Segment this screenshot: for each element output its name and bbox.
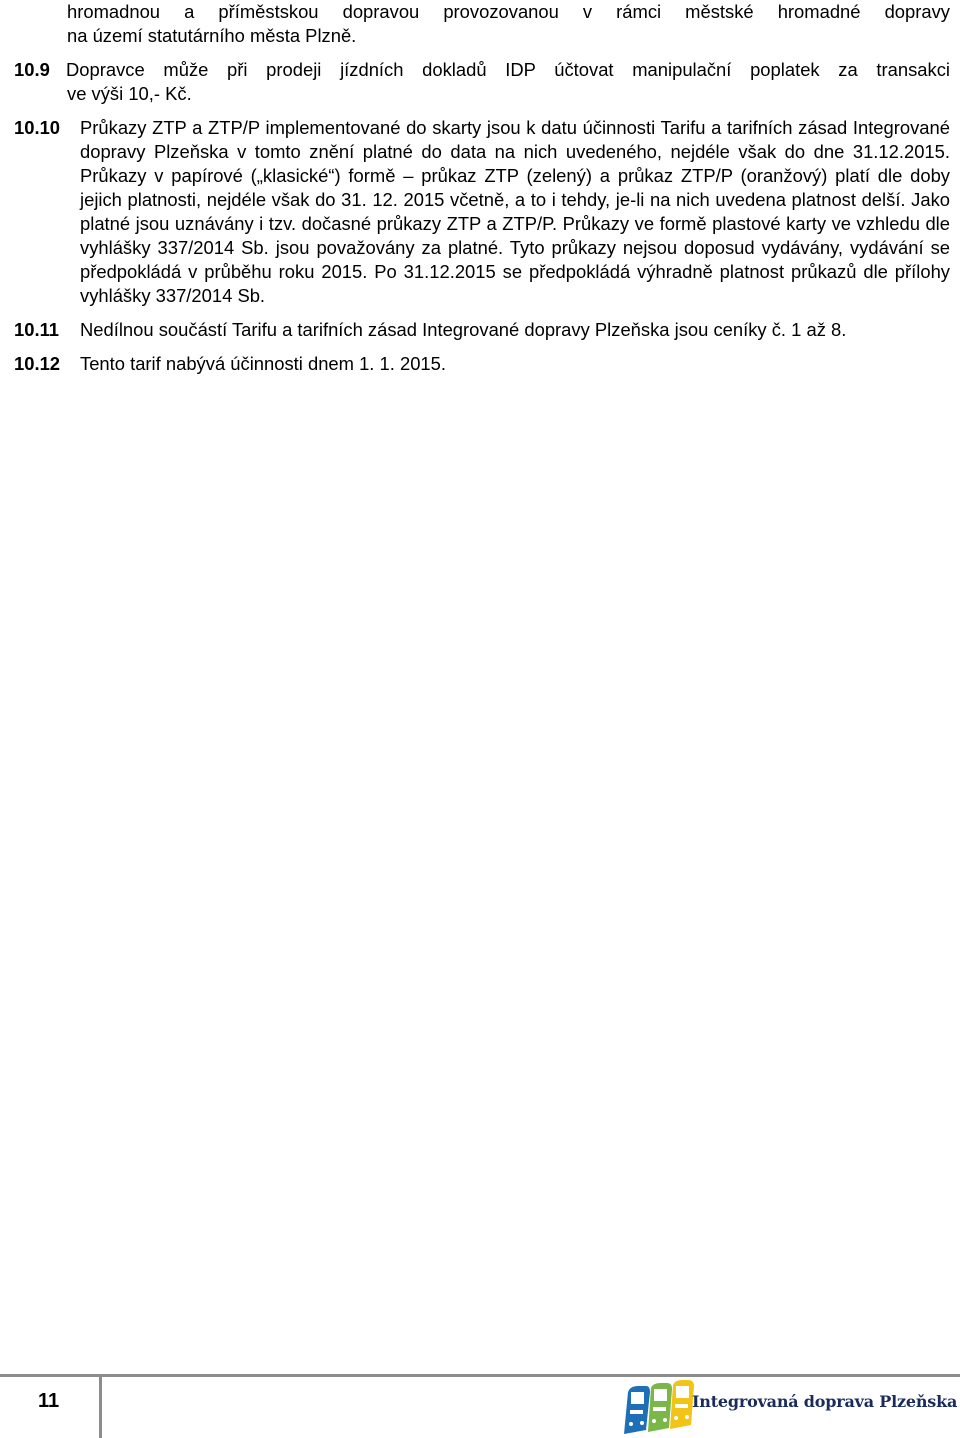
bus-tram-train-logo-icon <box>622 1380 696 1436</box>
footer-vertical-divider <box>99 1377 102 1438</box>
intro-line-2: na území statutárního města Plzně. <box>67 25 357 46</box>
brand-name: Integrovaná doprava Plzeňska <box>692 1392 958 1411</box>
intro-paragraph <box>14 0 950 48</box>
logo-green-vehicle <box>648 1383 672 1432</box>
section-number: 10.12 <box>14 353 61 374</box>
footer-divider <box>0 1374 960 1377</box>
section-number: 10.10 <box>14 117 61 138</box>
page-number: 11 <box>38 1390 60 1412</box>
section-10-9 <box>14 58 950 82</box>
section-text: Nedílnou součástí Tarifu a tarifních zásad Integrované dopravy Plzeňska jsou ceníky č. 1 až 8. <box>80 319 847 340</box>
section-text <box>66 58 950 82</box>
logo-blue-vehicle <box>624 1386 650 1434</box>
section-number: 10.11 <box>14 319 60 340</box>
section-10-11 <box>14 318 950 342</box>
section-text-line: Dopravce může při prodeji jízdních dokladů IDP účtovat manipulační poplatek za transakci <box>66 59 950 80</box>
section-text: Tento tarif nabývá účinnosti dnem 1. 1. 2015. <box>80 353 446 374</box>
section-10-9-continuation: ve výši 10,- Kč. <box>67 83 192 104</box>
section-number: 10.9 <box>14 59 50 80</box>
document-body <box>14 0 950 376</box>
section-10-10 <box>14 116 950 308</box>
intro-line-1: hromadnou a příměstskou dopravou provozovanou v rámci městské hromadné dopravy <box>67 1 950 22</box>
section-text: Průkazy ZTP a ZTP/P implementované do skarty jsou k datu účinnosti Tarifu a tarifních zásad Integrované dopravy Plzeňska v tomto znění platné do data na nich uvedeného, nejdéle však do dne 31.12.2015. Průkazy v papírové („klasické“) formě – průkaz ZTP (zelený) a průkaz ZTP/P (oranžový) platí dle doby jejich platnosti, nejdéle však do 31. 12. 2015 včetně, a to i tehdy, je-li na nich uvedena platnost delší. Jako platné jsou uznávány i tzv. dočasné průkazy ZTP a ZTP/P. Průkazy ve formě plastové karty ve vzhledu dle vyhlášky 337/2014 Sb. jsou považovány za platné. Tyto průkazy nejsou doposud vydávány, vydávání se předpokládá v průběhu roku 2015. Po 31.12.2015 se předpokládá výhradně platnost průkazů dle přílohy vyhlášky 337/2014 Sb. <box>80 117 950 306</box>
section-10-12 <box>14 352 950 376</box>
logo-yellow-vehicle <box>670 1380 694 1429</box>
